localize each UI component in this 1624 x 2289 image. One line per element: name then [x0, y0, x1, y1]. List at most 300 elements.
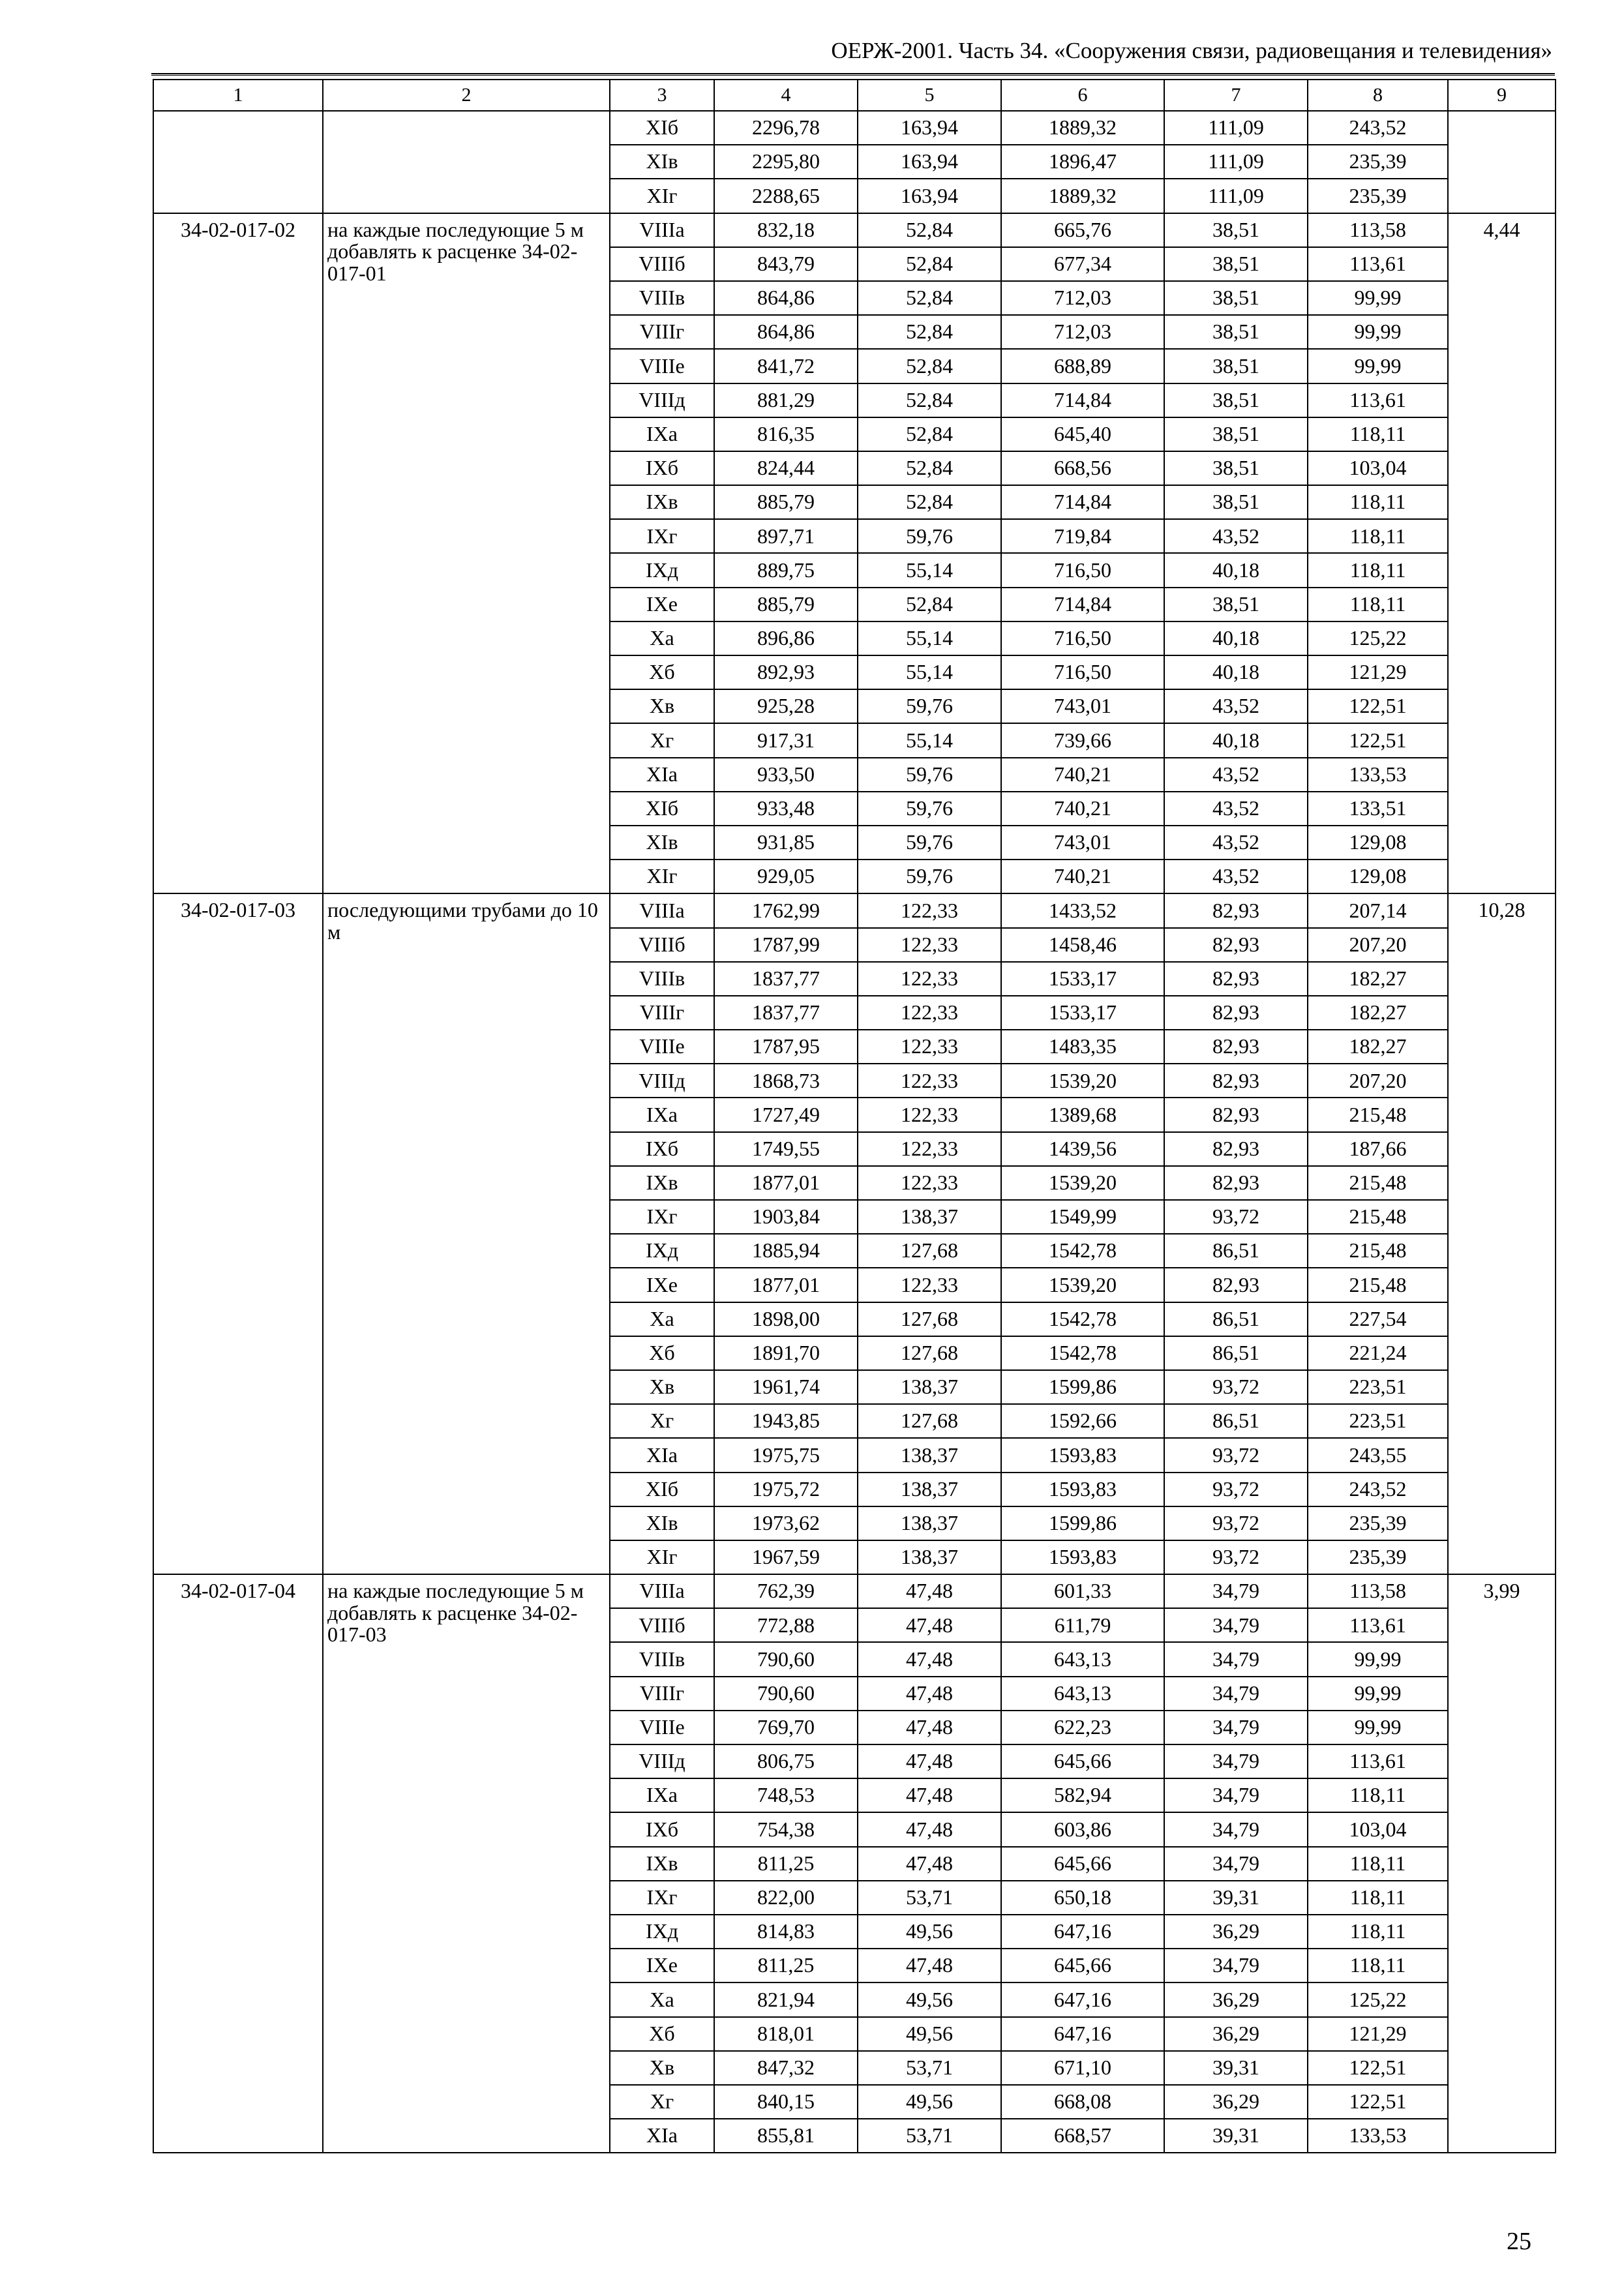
value-cell: 47,48 — [858, 1677, 1001, 1711]
labor-cost-cell — [1448, 111, 1556, 213]
value-cell: 1749,55 — [714, 1132, 858, 1166]
value-cell: 790,60 — [714, 1642, 858, 1676]
climate-zone-cell: VIIIг — [610, 996, 714, 1030]
value-cell: 221,24 — [1308, 1336, 1448, 1370]
value-cell: 93,72 — [1164, 1200, 1308, 1234]
value-cell: 1539,20 — [1001, 1064, 1164, 1098]
value-cell: 611,79 — [1001, 1608, 1164, 1642]
value-cell: 118,11 — [1308, 1778, 1448, 1812]
value-cell: 47,48 — [858, 1608, 1001, 1642]
value-cell: 811,25 — [714, 1949, 858, 1982]
value-cell: 129,08 — [1308, 826, 1448, 860]
climate-zone-cell: IXд — [610, 1234, 714, 1268]
climate-zone-cell: VIIIа — [610, 893, 714, 927]
climate-zone-cell: IXг — [610, 1200, 714, 1234]
value-cell: 647,16 — [1001, 1982, 1164, 2016]
value-cell: 227,54 — [1308, 1302, 1448, 1336]
value-cell: 138,37 — [858, 1540, 1001, 1574]
value-cell: 125,22 — [1308, 621, 1448, 655]
value-cell: 122,33 — [858, 1030, 1001, 1064]
value-cell: 34,79 — [1164, 1847, 1308, 1881]
value-cell: 103,04 — [1308, 1812, 1448, 1846]
climate-zone-cell: XIа — [610, 1438, 714, 1472]
value-cell: 688,89 — [1001, 349, 1164, 383]
value-cell: 645,40 — [1001, 417, 1164, 451]
value-cell: 582,94 — [1001, 1778, 1164, 1812]
value-cell: 1973,62 — [714, 1506, 858, 1540]
value-cell: 40,18 — [1164, 655, 1308, 689]
value-cell: 885,79 — [714, 485, 858, 519]
value-cell: 113,58 — [1308, 213, 1448, 247]
value-cell: 1542,78 — [1001, 1302, 1164, 1336]
value-cell: 59,76 — [858, 826, 1001, 860]
column-header: 8 — [1308, 80, 1448, 111]
climate-zone-cell: VIIIе — [610, 1711, 714, 1744]
climate-zone-cell: Xб — [610, 1336, 714, 1370]
value-cell: 1961,74 — [714, 1370, 858, 1404]
value-cell: 34,79 — [1164, 1744, 1308, 1778]
value-cell: 39,31 — [1164, 1881, 1308, 1915]
value-cell: 118,11 — [1308, 1847, 1448, 1881]
value-cell: 47,48 — [858, 1778, 1001, 1812]
climate-zone-cell: XIв — [610, 1506, 714, 1540]
value-cell: 52,84 — [858, 588, 1001, 621]
value-cell: 716,50 — [1001, 553, 1164, 587]
value-cell: 215,48 — [1308, 1234, 1448, 1268]
value-cell: 122,33 — [858, 1166, 1001, 1200]
value-cell: 714,84 — [1001, 588, 1164, 621]
value-cell: 772,88 — [714, 1608, 858, 1642]
value-cell: 38,51 — [1164, 485, 1308, 519]
value-cell: 243,52 — [1308, 1473, 1448, 1506]
value-cell: 59,76 — [858, 519, 1001, 553]
value-cell: 822,00 — [714, 1881, 858, 1915]
value-cell: 113,61 — [1308, 383, 1448, 417]
rate-code: 34-02-017-02 — [153, 213, 323, 894]
value-cell: 889,75 — [714, 553, 858, 587]
value-cell: 53,71 — [858, 2051, 1001, 2085]
value-cell: 832,18 — [714, 213, 858, 247]
value-cell: 43,52 — [1164, 826, 1308, 860]
value-cell: 215,48 — [1308, 1268, 1448, 1302]
value-cell: 82,93 — [1164, 1098, 1308, 1131]
value-cell: 1837,77 — [714, 996, 858, 1030]
climate-zone-cell: XIб — [610, 111, 714, 145]
value-cell: 82,93 — [1164, 893, 1308, 927]
value-cell: 43,52 — [1164, 860, 1308, 893]
value-cell: 1762,99 — [714, 893, 858, 927]
value-cell: 34,79 — [1164, 1574, 1308, 1608]
value-cell: 55,14 — [858, 621, 1001, 655]
rate-code: 34-02-017-03 — [153, 893, 323, 1574]
value-cell: 52,84 — [858, 451, 1001, 485]
rate-description: на каждые последующие 5 м добавлять к расценке 34-02-017-01 — [323, 213, 610, 894]
value-cell: 622,23 — [1001, 1711, 1164, 1744]
value-cell: 1967,59 — [714, 1540, 858, 1574]
value-cell: 864,86 — [714, 281, 858, 315]
value-cell: 645,66 — [1001, 1847, 1164, 1881]
value-cell: 182,27 — [1308, 1030, 1448, 1064]
column-header: 3 — [610, 80, 714, 111]
value-cell: 1599,86 — [1001, 1506, 1164, 1540]
value-cell: 52,84 — [858, 417, 1001, 451]
value-cell: 821,94 — [714, 1982, 858, 2016]
value-cell: 818,01 — [714, 2017, 858, 2051]
table-row — [153, 213, 1556, 247]
climate-zone-cell: IXб — [610, 1132, 714, 1166]
value-cell: 163,94 — [858, 111, 1001, 145]
value-cell: 897,71 — [714, 519, 858, 553]
value-cell: 864,86 — [714, 315, 858, 349]
value-cell: 127,68 — [858, 1336, 1001, 1370]
value-cell: 53,71 — [858, 1881, 1001, 1915]
value-cell: 740,21 — [1001, 758, 1164, 792]
value-cell: 677,34 — [1001, 247, 1164, 281]
value-cell: 892,93 — [714, 655, 858, 689]
value-cell: 82,93 — [1164, 1166, 1308, 1200]
value-cell: 896,86 — [714, 621, 858, 655]
value-cell: 840,15 — [714, 2085, 858, 2119]
value-cell: 138,37 — [858, 1473, 1001, 1506]
value-cell: 1593,83 — [1001, 1540, 1164, 1574]
value-cell: 182,27 — [1308, 962, 1448, 996]
value-cell: 714,84 — [1001, 383, 1164, 417]
value-cell: 855,81 — [714, 2119, 858, 2153]
value-cell: 38,51 — [1164, 247, 1308, 281]
value-cell: 113,61 — [1308, 247, 1448, 281]
climate-zone-cell: VIIIе — [610, 349, 714, 383]
value-cell: 39,31 — [1164, 2051, 1308, 2085]
value-cell: 36,29 — [1164, 2085, 1308, 2119]
value-cell: 243,55 — [1308, 1438, 1448, 1472]
value-cell: 82,93 — [1164, 962, 1308, 996]
value-cell: 1439,56 — [1001, 1132, 1164, 1166]
climate-zone-cell: XIв — [610, 145, 714, 179]
value-cell: 138,37 — [858, 1370, 1001, 1404]
value-cell: 2288,65 — [714, 179, 858, 213]
value-cell: 917,31 — [714, 723, 858, 757]
column-header: 7 — [1164, 80, 1308, 111]
value-cell: 138,37 — [858, 1200, 1001, 1234]
value-cell: 650,18 — [1001, 1881, 1164, 1915]
climate-zone-cell: IXб — [610, 451, 714, 485]
value-cell: 93,72 — [1164, 1370, 1308, 1404]
rate-description: на каждые последующие 5 м добавлять к расценке 34-02-017-03 — [323, 1574, 610, 2153]
value-cell: 47,48 — [858, 1642, 1001, 1676]
value-cell: 2295,80 — [714, 145, 858, 179]
climate-zone-cell: IXб — [610, 1812, 714, 1846]
value-cell: 1787,99 — [714, 928, 858, 962]
value-cell: 34,79 — [1164, 1949, 1308, 1982]
value-cell: 1837,77 — [714, 962, 858, 996]
climate-zone-cell: IXа — [610, 417, 714, 451]
value-cell: 215,48 — [1308, 1200, 1448, 1234]
value-cell: 38,51 — [1164, 451, 1308, 485]
climate-zone-cell: VIIIв — [610, 1642, 714, 1676]
value-cell: 1891,70 — [714, 1336, 858, 1370]
value-cell: 1868,73 — [714, 1064, 858, 1098]
climate-zone-cell: XIб — [610, 792, 714, 826]
value-cell: 122,51 — [1308, 2051, 1448, 2085]
value-cell: 712,03 — [1001, 315, 1164, 349]
climate-zone-cell: IXв — [610, 485, 714, 519]
value-cell: 716,50 — [1001, 621, 1164, 655]
value-cell: 39,31 — [1164, 2119, 1308, 2153]
value-cell: 52,84 — [858, 247, 1001, 281]
labor-cost-cell: 3,99 — [1448, 1574, 1556, 2153]
value-cell: 49,56 — [858, 1982, 1001, 2016]
value-cell: 719,84 — [1001, 519, 1164, 553]
value-cell: 1727,49 — [714, 1098, 858, 1131]
value-cell: 643,13 — [1001, 1677, 1164, 1711]
value-cell: 668,57 — [1001, 2119, 1164, 2153]
header-rule — [151, 73, 1555, 76]
climate-zone-cell: VIIIб — [610, 247, 714, 281]
climate-zone-cell: IXв — [610, 1166, 714, 1200]
value-cell: 1533,17 — [1001, 996, 1164, 1030]
rate-code: 34-02-017-04 — [153, 1574, 323, 2153]
value-cell: 816,35 — [714, 417, 858, 451]
value-cell: 1542,78 — [1001, 1336, 1164, 1370]
value-cell: 712,03 — [1001, 281, 1164, 315]
value-cell: 103,04 — [1308, 451, 1448, 485]
value-cell: 806,75 — [714, 1744, 858, 1778]
value-cell: 82,93 — [1164, 1064, 1308, 1098]
value-cell: 47,48 — [858, 1574, 1001, 1608]
value-cell: 671,10 — [1001, 2051, 1164, 2085]
value-cell: 668,08 — [1001, 2085, 1164, 2119]
column-header: 5 — [858, 80, 1001, 111]
rates-body — [153, 111, 1556, 2153]
value-cell: 38,51 — [1164, 213, 1308, 247]
value-cell: 82,93 — [1164, 996, 1308, 1030]
value-cell: 122,51 — [1308, 723, 1448, 757]
climate-zone-cell: Xг — [610, 1404, 714, 1438]
value-cell: 824,44 — [714, 451, 858, 485]
value-cell: 841,72 — [714, 349, 858, 383]
climate-zone-cell: Xа — [610, 1302, 714, 1336]
value-cell: 187,66 — [1308, 1132, 1448, 1166]
value-cell: 647,16 — [1001, 1915, 1164, 1949]
value-cell: 55,14 — [858, 655, 1001, 689]
value-cell: 740,21 — [1001, 860, 1164, 893]
value-cell: 82,93 — [1164, 1268, 1308, 1302]
climate-zone-cell: VIIIд — [610, 1744, 714, 1778]
value-cell: 133,51 — [1308, 792, 1448, 826]
value-cell: 743,01 — [1001, 826, 1164, 860]
value-cell: 1975,72 — [714, 1473, 858, 1506]
climate-zone-cell: VIIIб — [610, 928, 714, 962]
climate-zone-cell: Xв — [610, 2051, 714, 2085]
value-cell: 121,29 — [1308, 655, 1448, 689]
value-cell: 34,79 — [1164, 1711, 1308, 1744]
column-header: 2 — [323, 80, 610, 111]
value-cell: 754,38 — [714, 1812, 858, 1846]
value-cell: 133,53 — [1308, 2119, 1448, 2153]
value-cell: 118,11 — [1308, 1915, 1448, 1949]
column-header: 9 — [1448, 80, 1556, 111]
value-cell: 122,33 — [858, 1268, 1001, 1302]
value-cell: 43,52 — [1164, 792, 1308, 826]
climate-zone-cell: Xб — [610, 2017, 714, 2051]
climate-zone-cell: Xа — [610, 1982, 714, 2016]
value-cell: 93,72 — [1164, 1438, 1308, 1472]
value-cell: 118,11 — [1308, 519, 1448, 553]
value-cell: 34,79 — [1164, 1608, 1308, 1642]
table-row — [153, 893, 1556, 927]
value-cell: 36,29 — [1164, 1982, 1308, 2016]
climate-zone-cell: IXг — [610, 1881, 714, 1915]
climate-zone-cell: XIг — [610, 860, 714, 893]
value-cell: 86,51 — [1164, 1404, 1308, 1438]
climate-zone-cell: VIIIд — [610, 1064, 714, 1098]
value-cell: 99,99 — [1308, 1677, 1448, 1711]
value-cell: 47,48 — [858, 1949, 1001, 1982]
climate-zone-cell: VIIIд — [610, 383, 714, 417]
climate-zone-cell: VIIIг — [610, 315, 714, 349]
climate-zone-cell: VIIIа — [610, 213, 714, 247]
value-cell: 790,60 — [714, 1677, 858, 1711]
climate-zone-cell: VIIIб — [610, 1608, 714, 1642]
value-cell: 215,48 — [1308, 1166, 1448, 1200]
value-cell: 127,68 — [858, 1302, 1001, 1336]
value-cell: 925,28 — [714, 689, 858, 723]
value-cell: 235,39 — [1308, 1540, 1448, 1574]
value-cell: 34,79 — [1164, 1812, 1308, 1846]
value-cell: 38,51 — [1164, 281, 1308, 315]
value-cell: 1889,32 — [1001, 111, 1164, 145]
climate-zone-cell: IXа — [610, 1778, 714, 1812]
value-cell: 82,93 — [1164, 928, 1308, 962]
value-cell: 59,76 — [858, 792, 1001, 826]
value-cell: 99,99 — [1308, 315, 1448, 349]
value-cell: 52,84 — [858, 349, 1001, 383]
value-cell: 1542,78 — [1001, 1234, 1164, 1268]
value-cell: 99,99 — [1308, 1642, 1448, 1676]
value-cell: 82,93 — [1164, 1030, 1308, 1064]
value-cell: 665,76 — [1001, 213, 1164, 247]
value-cell: 52,84 — [858, 281, 1001, 315]
climate-zone-cell: VIIIа — [610, 1574, 714, 1608]
value-cell: 111,09 — [1164, 145, 1308, 179]
value-cell: 1898,00 — [714, 1302, 858, 1336]
value-cell: 1787,95 — [714, 1030, 858, 1064]
value-cell: 881,29 — [714, 383, 858, 417]
value-cell: 223,51 — [1308, 1370, 1448, 1404]
value-cell: 52,84 — [858, 383, 1001, 417]
value-cell: 40,18 — [1164, 553, 1308, 587]
climate-zone-cell: XIа — [610, 758, 714, 792]
value-cell: 122,51 — [1308, 2085, 1448, 2119]
climate-zone-cell: Xв — [610, 689, 714, 723]
value-cell: 643,13 — [1001, 1642, 1164, 1676]
value-cell: 885,79 — [714, 588, 858, 621]
value-cell: 933,50 — [714, 758, 858, 792]
climate-zone-cell: XIв — [610, 826, 714, 860]
value-cell: 1877,01 — [714, 1268, 858, 1302]
value-cell: 207,20 — [1308, 928, 1448, 962]
climate-zone-cell: IXд — [610, 1915, 714, 1949]
value-cell: 1903,84 — [714, 1200, 858, 1234]
value-cell: 36,29 — [1164, 2017, 1308, 2051]
value-cell: 235,39 — [1308, 1506, 1448, 1540]
value-cell: 43,52 — [1164, 519, 1308, 553]
rate-code — [153, 111, 323, 213]
climate-zone-cell: IXд — [610, 553, 714, 587]
value-cell: 122,33 — [858, 893, 1001, 927]
value-cell: 769,70 — [714, 1711, 858, 1744]
value-cell: 163,94 — [858, 179, 1001, 213]
climate-zone-cell: Xв — [610, 1370, 714, 1404]
climate-zone-cell: Xг — [610, 723, 714, 757]
table-row — [153, 111, 1556, 145]
climate-zone-cell: Xг — [610, 2085, 714, 2119]
value-cell: 118,11 — [1308, 588, 1448, 621]
value-cell: 47,48 — [858, 1744, 1001, 1778]
climate-zone-cell: IXа — [610, 1098, 714, 1131]
table-row — [153, 1574, 1556, 1608]
value-cell: 99,99 — [1308, 1711, 1448, 1744]
climate-zone-cell: IXв — [610, 1847, 714, 1881]
value-cell: 86,51 — [1164, 1234, 1308, 1268]
value-cell: 1877,01 — [714, 1166, 858, 1200]
labor-cost-cell: 10,28 — [1448, 893, 1556, 1574]
value-cell: 40,18 — [1164, 621, 1308, 655]
value-cell: 125,22 — [1308, 1982, 1448, 2016]
value-cell: 207,14 — [1308, 893, 1448, 927]
value-cell: 645,66 — [1001, 1949, 1164, 1982]
value-cell: 931,85 — [714, 826, 858, 860]
value-cell: 645,66 — [1001, 1744, 1164, 1778]
value-cell: 1389,68 — [1001, 1098, 1164, 1131]
value-cell: 843,79 — [714, 247, 858, 281]
value-cell: 847,32 — [714, 2051, 858, 2085]
value-cell: 182,27 — [1308, 996, 1448, 1030]
value-cell: 122,51 — [1308, 689, 1448, 723]
climate-zone-cell: Xб — [610, 655, 714, 689]
value-cell: 933,48 — [714, 792, 858, 826]
climate-zone-cell: VIIIв — [610, 281, 714, 315]
value-cell: 122,33 — [858, 928, 1001, 962]
value-cell: 52,84 — [858, 485, 1001, 519]
climate-zone-cell: VIIIе — [610, 1030, 714, 1064]
value-cell: 215,48 — [1308, 1098, 1448, 1131]
value-cell: 52,84 — [858, 213, 1001, 247]
value-cell: 47,48 — [858, 1711, 1001, 1744]
value-cell: 122,33 — [858, 1132, 1001, 1166]
climate-zone-cell: XIб — [610, 1473, 714, 1506]
value-cell: 118,11 — [1308, 553, 1448, 587]
value-cell: 52,84 — [858, 315, 1001, 349]
value-cell: 1539,20 — [1001, 1268, 1164, 1302]
value-cell: 1593,83 — [1001, 1438, 1164, 1472]
value-cell: 1592,66 — [1001, 1404, 1164, 1438]
value-cell: 47,48 — [858, 1847, 1001, 1881]
value-cell: 2296,78 — [714, 111, 858, 145]
climate-zone-cell: VIIIв — [610, 962, 714, 996]
value-cell: 929,05 — [714, 860, 858, 893]
value-cell: 38,51 — [1164, 315, 1308, 349]
value-cell: 34,79 — [1164, 1642, 1308, 1676]
climate-zone-cell: XIа — [610, 2119, 714, 2153]
value-cell: 34,79 — [1164, 1677, 1308, 1711]
value-cell: 223,51 — [1308, 1404, 1448, 1438]
value-cell: 1483,35 — [1001, 1030, 1164, 1064]
value-cell: 1433,52 — [1001, 893, 1164, 927]
value-cell: 1896,47 — [1001, 145, 1164, 179]
value-cell: 93,72 — [1164, 1506, 1308, 1540]
value-cell: 40,18 — [1164, 723, 1308, 757]
